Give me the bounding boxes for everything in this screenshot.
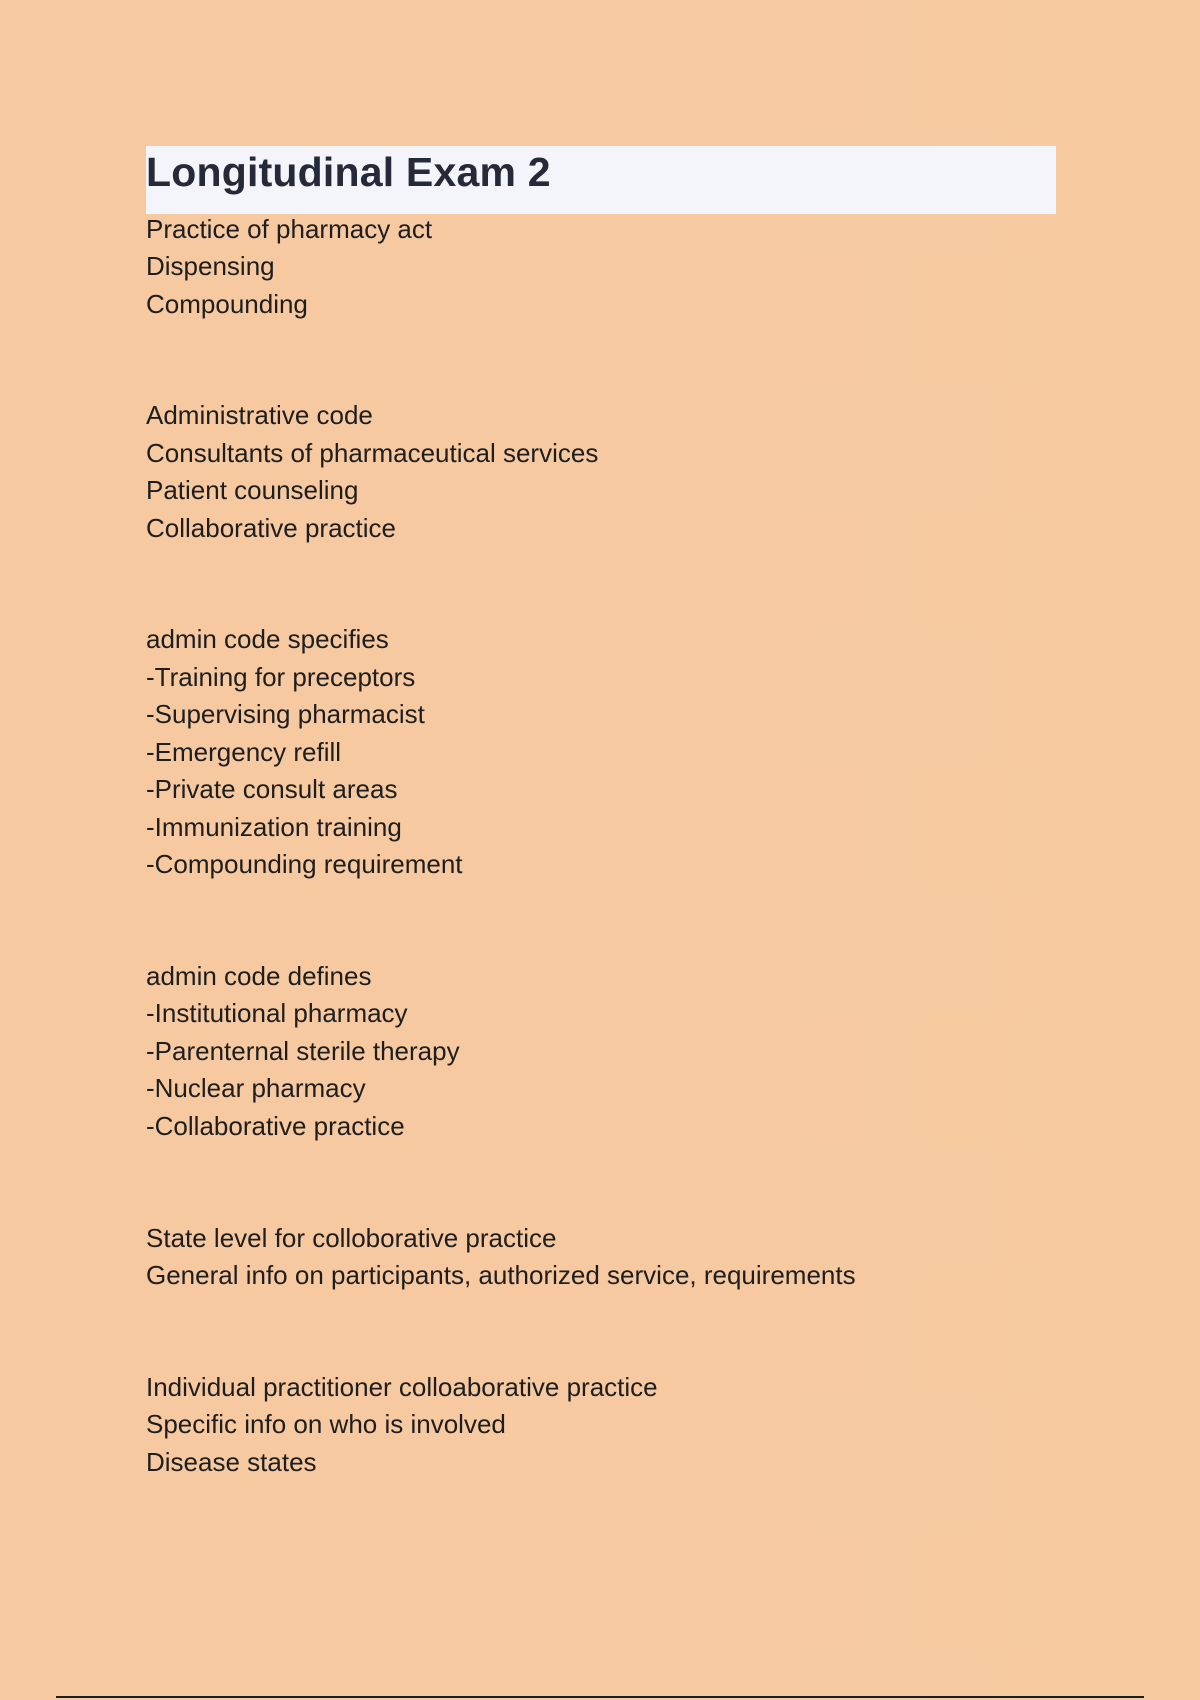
section-4-line-3: -Parenternal sterile therapy bbox=[146, 1036, 460, 1066]
section-4-line-5: -Collaborative practice bbox=[146, 1111, 405, 1141]
section-3-line-1: admin code specifies bbox=[146, 624, 389, 654]
document-title: Longitudinal Exam 2 bbox=[146, 149, 551, 195]
section-1-line-3: Compounding bbox=[146, 289, 308, 319]
section-3-line-4: -Emergency refill bbox=[146, 737, 342, 767]
section-2-line-2: Consultants of pharmaceutical services bbox=[146, 438, 599, 468]
section-3-line-5: -Private consult areas bbox=[146, 774, 398, 804]
section-6-line-3: Disease states bbox=[146, 1447, 317, 1477]
section-2-line-3: Patient counseling bbox=[146, 475, 359, 505]
section-6-line-1: Individual practitioner colloaborative practice bbox=[146, 1372, 658, 1402]
section-2-line-1: Administrative code bbox=[146, 400, 373, 430]
section-3-line-2: -Training for preceptors bbox=[146, 662, 416, 692]
section-5-line-1: State level for colloborative practice bbox=[146, 1223, 557, 1253]
section-3-line-3: -Supervising pharmacist bbox=[146, 699, 425, 729]
page-bottom-rule bbox=[56, 1696, 1144, 1698]
section-5-line-2: General info on participants, authorized service, requirements bbox=[146, 1260, 856, 1290]
section-4-line-4: -Nuclear pharmacy bbox=[146, 1073, 366, 1103]
section-4-line-2: -Institutional pharmacy bbox=[146, 998, 408, 1028]
section-1-line-1: Practice of pharmacy act bbox=[146, 214, 433, 244]
section-6-line-2: Specific info on who is involved bbox=[146, 1409, 506, 1439]
section-2-line-4: Collaborative practice bbox=[146, 513, 397, 543]
section-4-line-1: admin code defines bbox=[146, 961, 372, 991]
section-3-line-7: -Compounding requirement bbox=[146, 849, 463, 879]
section-3-line-6: -Immunization training bbox=[146, 812, 402, 842]
section-1-line-2: Dispensing bbox=[146, 251, 275, 281]
